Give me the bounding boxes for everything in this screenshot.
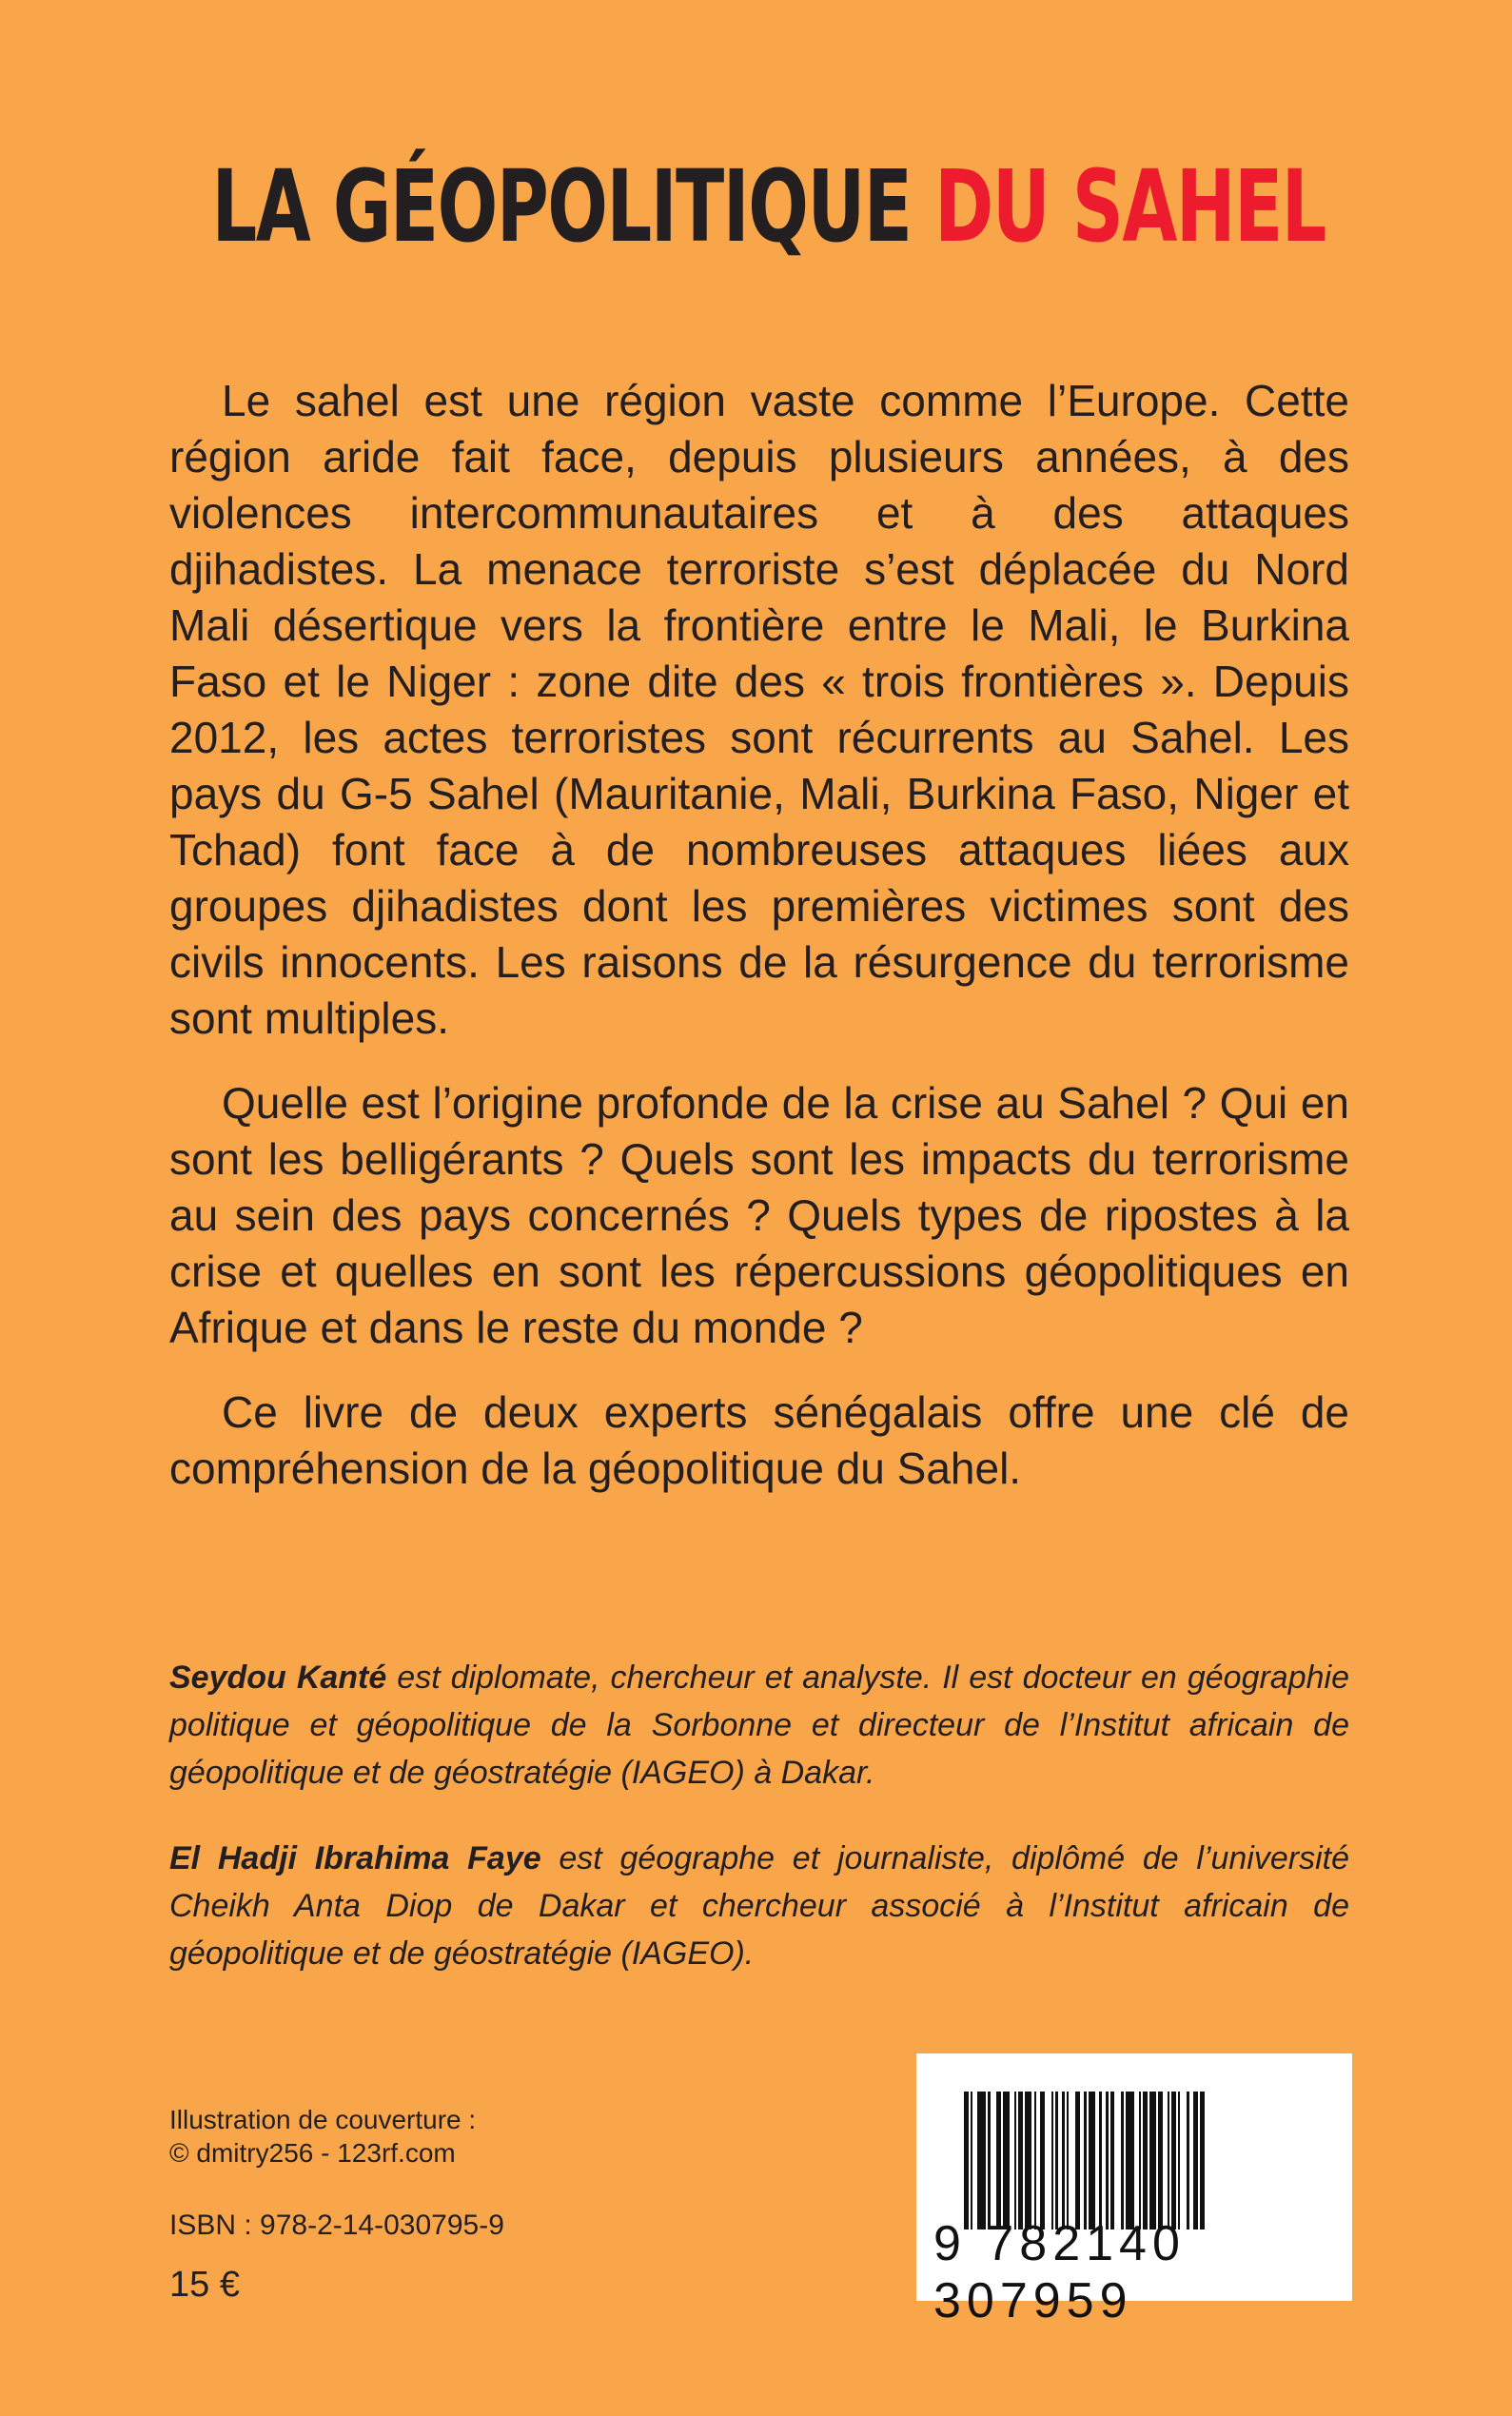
author-bio-1 bbox=[169, 1654, 1349, 1797]
title-part-2: DU SAHEL bbox=[934, 148, 1326, 265]
credits-source: © dmitry256 - 123rf.com bbox=[169, 2138, 456, 2168]
book-title bbox=[211, 148, 1326, 265]
title-part-1: LA GÉOPOLITIQUE bbox=[211, 148, 912, 265]
author-bios bbox=[169, 1654, 1349, 2015]
credits-label: Illustration de couverture : bbox=[169, 2105, 477, 2134]
isbn: ISBN : 978-2-14-030795-9 bbox=[169, 2210, 504, 2241]
summary-paragraph-1: Le sahel est une région vaste comme l’Europe. Cette région aride fait face, depuis plusieurs années, à des violences intercommunautaires et à des attaques djihadistes. La menace terroriste s’est déplacée du Nord Mali désertique vers la frontière entre le Mali, le Burkina Faso et le Niger : zone dite des « trois frontières ». Depuis 2012, les actes terroristes sont récurrents au Sahel. Les pays du G-5 Sahel (Mauritanie, Mali, Burkina Faso, Niger et Tchad) font face à de nombreuses attaques liées aux groupes djihadistes dont les premières victimes sont des civils innocents. Les raisons de la résurgence du terrorisme sont multiples. bbox=[169, 376, 1349, 1043]
summary-paragraph-2: Quelle est l’origine profonde de la crise au Sahel ? Qui en sont les belligérants ? Quels sont les impacts du terrorisme au sein des pays concernés ? Quels types de ripostes à la crise et quelles en sont les répercussions géopolitiques en Afrique et dans le reste du monde ? bbox=[169, 1078, 1349, 1352]
author-name-2: El Hadji Ibrahima Faye bbox=[169, 1840, 541, 1876]
author-bio-text-2: est géographe et journaliste, diplômé de l’université Cheikh Anta Diop de Dakar et chercheur associé à l’Institut africain de géopolitique et de géostratégie (IAGEO). bbox=[169, 1840, 1350, 1972]
author-name-1: Seydou Kanté bbox=[169, 1660, 387, 1696]
summary bbox=[169, 373, 1349, 1525]
barcode-bars-icon bbox=[964, 2092, 1316, 2229]
illustration-credits bbox=[169, 2103, 476, 2170]
summary-paragraph-3: Ce livre de deux experts sénégalais offre une clé de compréhension de la géopolitique du Sahel. bbox=[169, 1387, 1349, 1493]
barcode-digits: 9 782140 307959 bbox=[933, 2216, 1186, 2328]
price: 15 € bbox=[169, 2265, 240, 2305]
author-bio-text-1: est diplomate, chercheur et analyste. Il est docteur en géographie politique et géopolitique de la Sorbonne et directeur de l’Institut africain de géopolitique et de géostratégie (IAGEO) à Dakar. bbox=[169, 1660, 1349, 1791]
author-bio-2 bbox=[169, 1835, 1349, 1977]
barcode bbox=[916, 2053, 1352, 2328]
